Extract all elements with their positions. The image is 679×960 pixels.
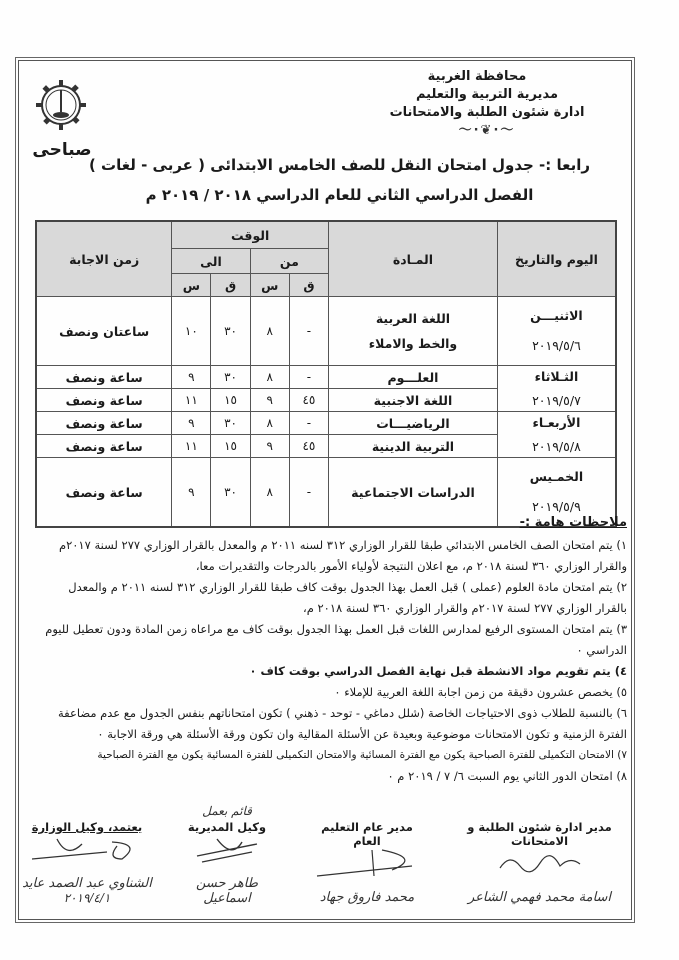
from-hour: ٨ — [250, 366, 289, 389]
header-from-minute: ق — [289, 274, 328, 297]
to-hour: ١١ — [172, 389, 211, 412]
day: الخمـيس — [529, 469, 584, 484]
note-item: ١) يتم امتحان الصف الخامس الابتدائي طبقا للقرار الوزاري ٣١٢ لسنه ٢٠١١ م والمعدل بالقرار الوزاري ٢٧٧ لسنة ٢٠١٧م والقرار الوزاري ٣٦٠ لسنة ٢٠١٨ م، مع اعلان النتيجة لأولياء الأمور بالدرجات والتقديرات معا، — [58, 538, 627, 573]
day: الأربعـاء — [532, 414, 581, 430]
letterhead — [367, 68, 607, 140]
from-minute: - — [289, 297, 328, 366]
from-hour: ٨ — [250, 297, 289, 366]
ornament-divider: 〜·❦·〜 — [458, 123, 516, 138]
from-hour: ٩ — [250, 435, 289, 458]
signatory-title: مدير عام التعليم العام — [321, 820, 413, 848]
from-hour: ٨ — [250, 412, 289, 435]
signatory-title: مدير ادارة شئون الطلبة و الامتحانات — [467, 820, 612, 848]
header-from-hour: س — [250, 274, 289, 297]
day-date-cell — [497, 297, 616, 366]
signature-undersecretary — [17, 820, 157, 905]
handwritten-signature-icon — [312, 848, 422, 878]
day-date-cell — [497, 412, 616, 458]
exam-schedule-table — [35, 220, 617, 528]
signature-students-affairs-director — [452, 820, 627, 905]
note-item: ٢) يتم امتحان مادة العلوم (عملى ) قبل العمل بهذا الجدول بوقت كاف طبقا للقرار الوزاري ٣١٢ لسنه ٢٠١١ م والمعدل بالقرار الوزاري ٢٧٧ لسنة ٢٠١٧م والقرار الوزاري ٣٦٠ لسنة ٢٠١٨ م، — [68, 580, 627, 615]
from-minute: - — [289, 366, 328, 389]
header-to-minute: ق — [211, 274, 250, 297]
signatory-title: يعتمد، وكيل الوزارة — [31, 820, 143, 834]
to-minute: ٣٠ — [211, 458, 250, 528]
note-item: ٣) يتم امتحان المستوى الرفيع لمدارس اللغات قبل العمل بهذا الجدول بوقت كاف مع مراعاه زمن المادة ودون تعطيل لليوم الدراسي ٠ — [45, 622, 627, 657]
shift-label: صباحى — [32, 140, 92, 160]
signature-date: ٢٠١٩/٤/١ — [63, 891, 111, 905]
to-hour: ١١ — [172, 435, 211, 458]
notes-heading: ملاحظات هامة :- — [519, 515, 627, 530]
date: ٢٠١٩/٥/٩ — [532, 499, 581, 514]
from-hour: ٩ — [250, 389, 289, 412]
answer-time: ساعة ونصف — [36, 412, 172, 435]
subject: الرياضيـــات — [329, 412, 498, 435]
to-minute: ١٥ — [211, 389, 250, 412]
to-minute: ٣٠ — [211, 366, 250, 389]
from-minute: ٤٥ — [289, 435, 328, 458]
header-day-date: اليوم والتاريخ — [497, 221, 616, 297]
day-date-cell — [497, 366, 616, 412]
date: ٢٠١٩/٥/٧ — [532, 392, 581, 408]
from-hour: ٨ — [250, 458, 289, 528]
signature-deputy-directorate — [172, 804, 282, 906]
table-row — [36, 366, 616, 389]
header-answer-time: زمن الاجابة — [36, 221, 172, 297]
to-hour: ٩ — [172, 366, 211, 389]
answer-time: ساعتان ونصف — [36, 297, 172, 366]
signatory-name: اسامة محمد فهمي الشاعر — [467, 890, 612, 905]
subject-cell — [329, 297, 498, 366]
signatory-name: طاهر حسن اسماعيل — [196, 876, 258, 906]
directorate: مديرية التربية والتعليم — [415, 87, 559, 102]
governorate: محافظة الغربية — [427, 69, 527, 84]
signature-general-education-director — [307, 820, 427, 905]
answer-time: ساعة ونصف — [36, 366, 172, 389]
header-time: الوقت — [172, 221, 329, 249]
to-minute: ٣٠ — [211, 297, 250, 366]
header-to-hour: س — [172, 274, 211, 297]
term-subtitle: الفصل الدراسي الثاني للعام الدراسي ٢٠١٨ / ٢٠١٩ م — [145, 186, 534, 204]
header-subject: المـادة — [329, 221, 498, 297]
to-hour: ٩ — [172, 412, 211, 435]
from-minute: - — [289, 412, 328, 435]
subject: اللغة العربية — [375, 311, 451, 326]
signatory-title: وكيل المديرية — [187, 820, 267, 834]
subject: الدراسات الاجتماعية — [329, 458, 498, 528]
subject-line2: والخط والاملاء — [368, 336, 458, 351]
note-item: ٦) بالنسبة للطلاب ذوى الاحتياجات الخاصة (شلل دماغي - توحد - ذهني ) تكون امتحاناتهم بنفس الجدول مع عدم مضاعفة الفترة الزمنية و تكون الامتحانات موضوعية وبعيدة عن الأسئلة المقالية وان تكون ورقة الأسئلة هي ورقة الاجابة ٠ — [58, 706, 627, 741]
date: ٢٠١٩/٥/٨ — [532, 438, 581, 454]
note-item: ٨) امتحان الدور الثاني يوم السبت ٦/ ٧ / ٢٠١٩ م ٠ — [387, 769, 627, 783]
gear-minaret-logo-icon — [36, 78, 86, 136]
date: ٢٠١٩/٥/٦ — [532, 338, 581, 353]
schedule-title: رابعا :- جدول امتحان النقل للصف الخامس الابتدائى ( عربى - لغات ) — [88, 156, 590, 174]
handwritten-signature-icon — [490, 848, 590, 878]
answer-time: ساعة ونصف — [36, 389, 172, 412]
handwritten-signature-icon — [27, 834, 147, 864]
header-from: من — [250, 249, 328, 274]
day: الاثنيـــن — [530, 308, 583, 323]
subject: اللغة الاجنبية — [329, 389, 498, 412]
signatory-name: الشناوي عبد الصمد عايد — [22, 876, 152, 891]
to-hour: ١٠ — [172, 297, 211, 366]
to-minute: ١٥ — [211, 435, 250, 458]
from-minute: ٤٥ — [289, 389, 328, 412]
note-item: ٥) يخصص عشرون دقيقة من زمن اجابة اللغة العربية للإملاء ٠ — [334, 685, 627, 699]
table-row — [36, 297, 616, 366]
handwritten-signature-icon — [187, 834, 267, 864]
signature-block — [22, 804, 627, 915]
note-item: ٧) الامتحان التكميلى للفترة الصباحية يكون مع الفترة المسائية والامتحان التكميلى للفترة المسائية يكون مع الفترة الصباحية — [97, 749, 627, 761]
to-minute: ٣٠ — [211, 412, 250, 435]
note-item: ٤) يتم تقويم مواد الانشطة قبل نهاية الفصل الدراسي بوقت كاف ٠ — [249, 664, 627, 678]
subject: التربية الدينية — [329, 435, 498, 458]
table-row — [36, 412, 616, 435]
acting-note: قائم بعمل — [202, 804, 252, 818]
answer-time: ساعة ونصف — [36, 458, 172, 528]
day: الثـلاثاء — [534, 368, 579, 384]
signatory-name: محمد فاروق جهاد — [319, 890, 415, 905]
answer-time: ساعة ونصف — [36, 435, 172, 458]
department: ادارة شئون الطلبة والامتحانات — [389, 105, 585, 120]
important-notes — [38, 512, 627, 787]
to-hour: ٩ — [172, 458, 211, 528]
from-minute: - — [289, 458, 328, 528]
header-to: الى — [172, 249, 250, 274]
subject: العلـــوم — [329, 366, 498, 389]
